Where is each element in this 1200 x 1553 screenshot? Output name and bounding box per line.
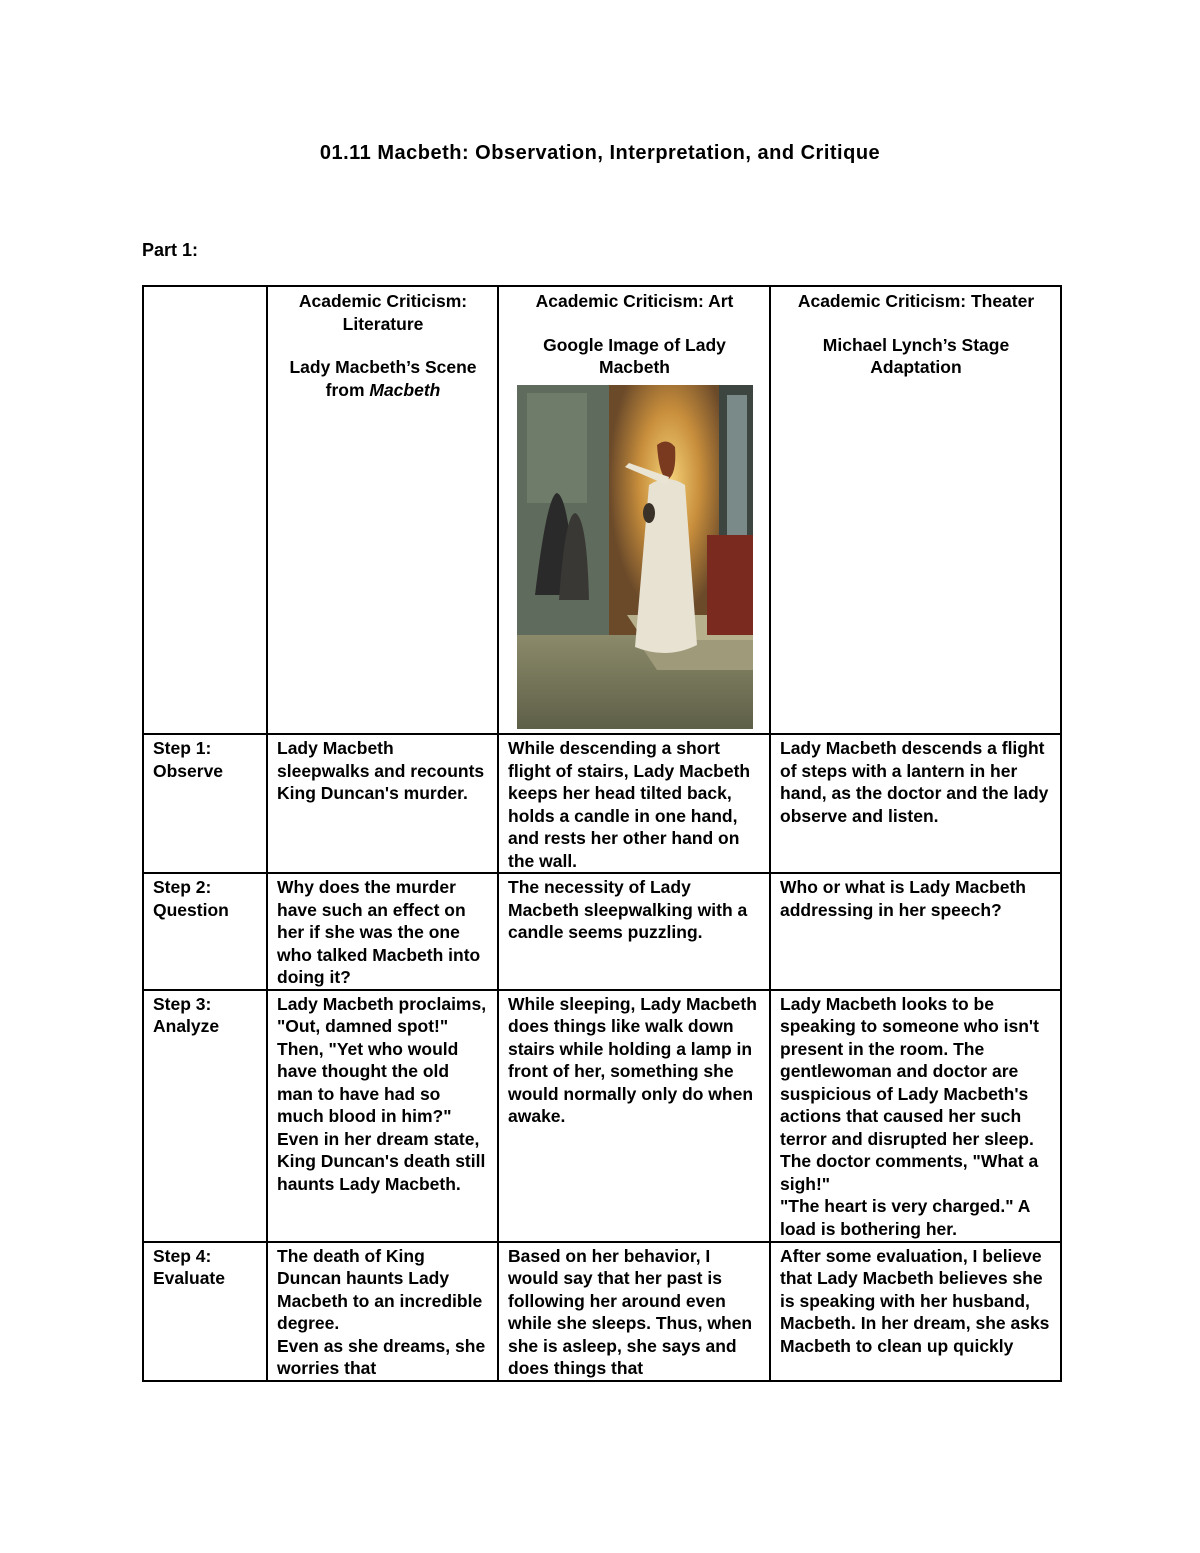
header-literature-heading: Academic Criticism: Literature	[298, 291, 468, 334]
theater-cell: Lady Macbeth descends a flight of steps with a lantern in her hand, as the doctor and the lady observe and listen.	[770, 734, 1061, 873]
literature-cell: Why does the murder have such an effect on her if she was the one who talked Macbeth into doing it?	[267, 873, 498, 990]
table-row	[143, 1242, 1061, 1381]
step-label: Step 2: Question	[143, 873, 267, 990]
header-art-sub: Google Image of Lady Macbeth	[543, 334, 726, 377]
lady-macbeth-painting	[517, 385, 753, 729]
art-cell: Based on her behavior, I would say that her past is following her around even while she sleeps. Thus, when she is asleep, she says and does things that	[498, 1242, 770, 1381]
theater-cell: Who or what is Lady Macbeth addressing in her speech?	[770, 873, 1061, 990]
header-theater-heading: Academic Criticism: Theater	[797, 291, 1035, 311]
literature-cell: Lady Macbeth sleepwalks and recounts King Duncan's murder.	[267, 734, 498, 873]
criticism-table	[142, 285, 1062, 1382]
header-art-heading: Academic Criticism: Art	[535, 291, 734, 311]
literature-cell: The death of King Duncan haunts Lady Macbeth to an incredible degree. Even as she dreams, she worries that	[267, 1242, 498, 1381]
header-literature-sub: Lady Macbeth’s Scene from Macbeth	[289, 357, 477, 400]
theater-cell: Lady Macbeth looks to be speaking to someone who isn't present in the room. The gentlewoman and doctor are suspicious of Lady Macbeth's actions that caused her such terror and disrupted her sleep. The doctor comments, "What a sigh!" "The heart is very charged." A load is bothering her.	[770, 990, 1061, 1242]
art-cell: The necessity of Lady Macbeth sleepwalking with a candle seems puzzling.	[498, 873, 770, 990]
document-title: 01.11 Macbeth: Observation, Interpretation, and Critique	[319, 142, 881, 164]
step-label: Step 4: Evaluate	[143, 1242, 267, 1381]
step-label: Step 1: Observe	[143, 734, 267, 873]
literature-cell: Lady Macbeth proclaims, "Out, damned spot!" Then, "Yet who would have thought the old man to have had so much blood in him?" Even in her dream state, King Duncan's death still haunts Lady Macbeth.	[267, 990, 498, 1242]
art-cell: While sleeping, Lady Macbeth does things like walk down stairs while holding a lamp in front of her, something she would normally only do when awake.	[498, 990, 770, 1242]
table-row	[143, 734, 1061, 873]
macbeth-italic: Macbeth	[369, 379, 441, 400]
table-row	[143, 990, 1061, 1242]
header-empty-cell	[143, 286, 267, 734]
header-theater-sub: Michael Lynch’s Stage Adaptation	[822, 334, 1010, 377]
header-theater	[770, 286, 1061, 734]
header-literature	[267, 286, 498, 734]
table-row	[143, 873, 1061, 990]
theater-cell: After some evaluation, I believe that Lady Macbeth believes she is speaking with her husband, Macbeth. In her dream, she asks Macbeth to clean up quickly	[770, 1242, 1061, 1381]
step-label: Step 3: Analyze	[143, 990, 267, 1242]
header-row	[143, 286, 1061, 734]
header-art	[498, 286, 770, 734]
art-cell: While descending a short flight of stairs, Lady Macbeth keeps her head tilted back, holds a candle in one hand, and rests her other hand on the wall.	[498, 734, 770, 873]
part-label: Part 1:	[142, 240, 199, 260]
